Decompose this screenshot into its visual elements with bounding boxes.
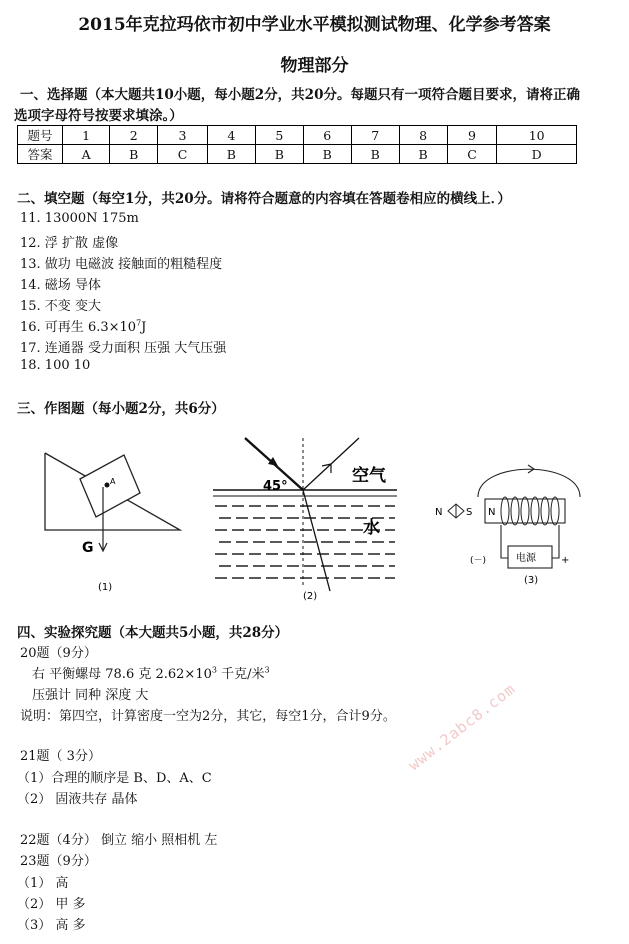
fill-item-15: 15. 不变 变大 — [20, 299, 101, 314]
label-A: A — [110, 477, 116, 486]
fill-item-16 — [20, 316, 146, 335]
coil-pole-label: N — [488, 507, 496, 518]
q20-line1-text: 右 平衡螺母 78.6 克 2.62×10 — [32, 667, 212, 682]
q21-line1: （1）合理的顺序是 B、D、A、C — [17, 771, 212, 786]
section2-heading: 二、填空题（每空1分，共20分。请将符合题意的内容填在答题卷相应的横线上．） — [17, 191, 511, 207]
q21-label: 21题（ 3分） — [20, 749, 101, 764]
table-cell: 7 — [351, 126, 399, 145]
table-cell: B — [351, 145, 399, 164]
minus-label: (－) — [470, 556, 487, 566]
fill-item-14: 14. 磁场 导体 — [20, 278, 101, 293]
fill-item-13: 13. 做功 电磁波 接触面的粗糙程度 — [20, 257, 223, 272]
water-dashes — [215, 506, 395, 578]
air-label: 空气 — [352, 466, 386, 486]
q20-unit-exponent: 3 — [264, 665, 270, 675]
table-cell: C — [158, 145, 208, 164]
table-cell: 8 — [399, 126, 447, 145]
table-cell: 4 — [207, 126, 255, 145]
q20-note: 说明：第四空，计算密度一空为2分，其它，每空1分，合计9分。 — [20, 709, 396, 724]
table-cell: B — [207, 145, 255, 164]
q20-exponent: 3 — [211, 665, 217, 675]
q23-line2: （2） 甲 多 — [17, 897, 86, 912]
table-cell: B — [255, 145, 303, 164]
q23-line1: （1） 高 — [17, 876, 69, 891]
table-cell: A — [63, 145, 110, 164]
table-row — [18, 126, 577, 145]
fill-item-11: 11. 13000N 175m — [20, 211, 139, 226]
q20-line1 — [32, 663, 270, 682]
section1-heading-line1: 一、选择题（本大题共10小题，每小题2分，共20分。每题只有一项符合题目要求，请将正确 — [20, 87, 580, 103]
table-cell: 10 — [497, 126, 577, 145]
table-cell: 5 — [255, 126, 303, 145]
table-cell: C — [447, 145, 497, 164]
fill-item-17: 17. 连通器 受力面积 压强 大气压强 — [20, 341, 227, 356]
table-cell: B — [110, 145, 158, 164]
wire-right — [552, 525, 559, 558]
q23-label: 23题（9分） — [20, 854, 97, 869]
label-G: G — [82, 540, 94, 556]
q20-label: 20题（9分） — [20, 646, 97, 661]
figure1-caption: (1) — [98, 582, 113, 593]
table-cell: 答案 — [18, 145, 63, 164]
answer-table — [17, 125, 577, 164]
q21-line2: （2） 固液共存 晶体 — [17, 792, 138, 807]
figure3-caption: (3) — [524, 575, 539, 586]
page-title: 2015年克拉玛依市初中学业水平模拟测试物理、化学参考答案 — [78, 15, 551, 35]
section1-heading-line2: 选项字母符号按要求填涂。） — [14, 108, 183, 124]
q23-line3: （3） 高 多 — [17, 918, 86, 933]
wire-left — [501, 525, 508, 558]
section3-heading: 三、作图题（每小题2分，共6分） — [17, 401, 225, 417]
table-cell: 9 — [447, 126, 497, 145]
table-cell: 6 — [303, 126, 351, 145]
figure2-caption: (2) — [303, 591, 318, 602]
iron-core — [485, 499, 565, 523]
center-of-gravity-dot — [105, 483, 110, 488]
block — [80, 455, 140, 517]
section4-heading: 四、实验探究题（本大题共5小题，共28分） — [17, 625, 289, 641]
figure-incline — [40, 448, 190, 598]
q20-line2: 压强计 同种 深度 大 — [32, 688, 149, 703]
figure-refraction — [205, 433, 405, 603]
table-cell: D — [497, 145, 577, 164]
needle-label-S: S — [466, 507, 473, 518]
fill-item-12: 12. 浮 扩散 虚像 — [20, 236, 119, 251]
needle-label-N: N — [435, 507, 443, 518]
angle-label: 45° — [263, 479, 288, 494]
table-cell: B — [399, 145, 447, 164]
table-cell: 2 — [110, 126, 158, 145]
fill-item-16-unit: J — [141, 320, 147, 335]
watermark: www.2abc8.com — [405, 679, 519, 775]
figure-electromagnet — [430, 452, 600, 592]
fill-item-16-text: 16. 可再生 6.3×10 — [20, 320, 137, 335]
plus-label: + — [561, 555, 570, 566]
table-cell: B — [303, 145, 351, 164]
page-subtitle: 物理部分 — [280, 56, 349, 76]
magnetic-field-line — [478, 469, 580, 497]
table-cell: 1 — [63, 126, 110, 145]
q22-line: 22题（4分） 倒立 缩小 照相机 左 — [20, 833, 218, 848]
fill-item-18: 18. 100 10 — [20, 358, 91, 373]
q20-unit: 千克/米 — [216, 667, 265, 682]
fill-item-16-exponent: 7 — [136, 318, 142, 328]
table-cell: 3 — [158, 126, 208, 145]
refracted-ray — [303, 490, 330, 591]
water-label: 水 — [363, 518, 380, 538]
table-cell: 题号 — [18, 126, 63, 145]
power-source-label: 电源 — [516, 553, 536, 564]
table-row — [18, 145, 577, 164]
